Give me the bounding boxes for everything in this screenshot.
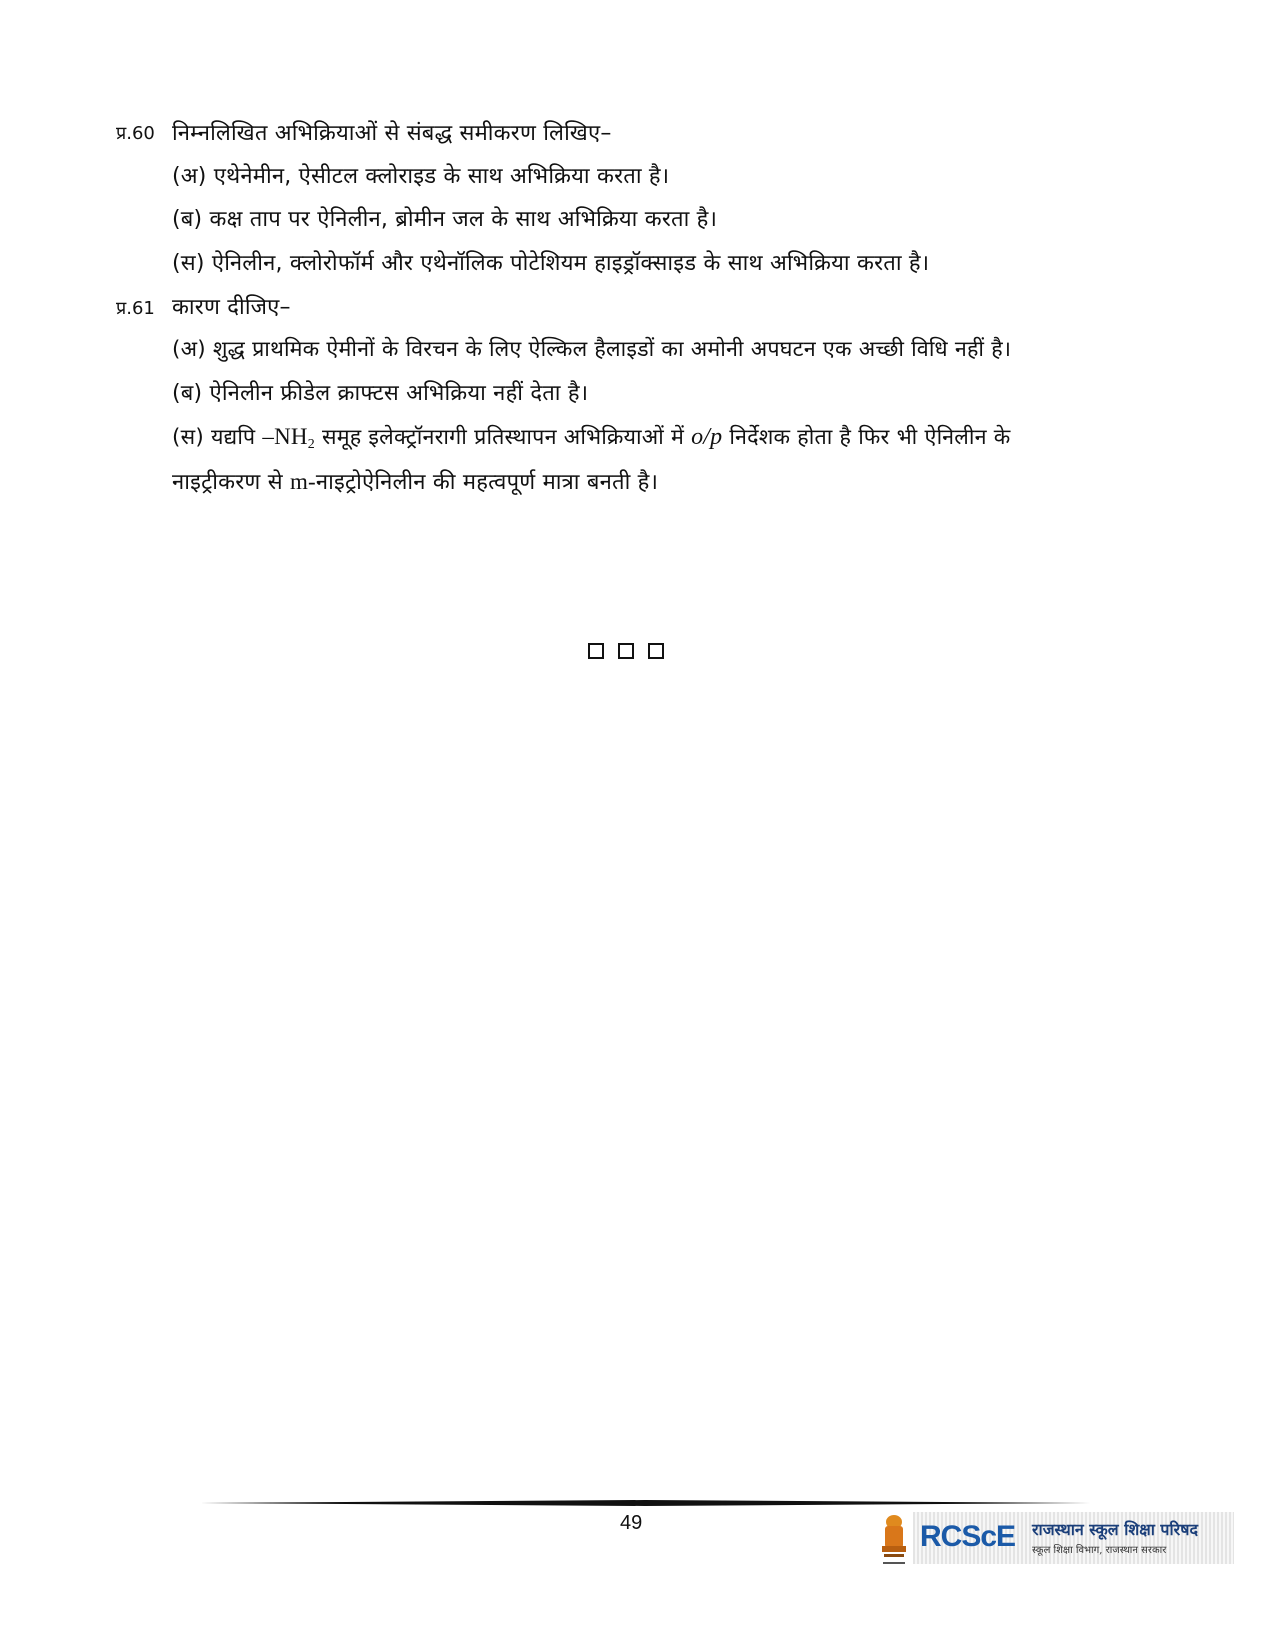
question-60-label: प्र.60	[116, 123, 155, 144]
question-61-label: प्र.61	[116, 298, 155, 319]
question-60-part-b: (ब) कक्ष ताप पर ऐनिलीन, ब्रोमीन जल के साथ अभिक्रिया करता है।	[172, 207, 718, 232]
part-c-suffix: निर्देशक होता है फिर भी ऐनिलीन के	[729, 425, 1011, 450]
question-61-part-c-line-2	[172, 466, 658, 496]
question-61-part-a: (अ) शुद्ध प्राथमिक ऐमीनों के विरचन के लिए ऐल्किल हैलाइडों का अमोनी अपघटन एक अच्छी विधि नहीं है।	[172, 337, 1012, 362]
page-number: 49	[620, 1512, 643, 1534]
question-61-part-c-line-1	[172, 422, 1011, 453]
question-61-part-b: (ब) ऐनिलीन फ्रीडेल क्राफ्टस अभिक्रिया नहीं देता है।	[172, 381, 589, 406]
part-c-line2-suffix: नाइट्रोऐनिलीन की महत्वपूर्ण मात्रा बनती है।	[315, 470, 659, 495]
question-60-part-a: (अ) एथेनेमीन, ऐसीटल क्लोराइड के साथ अभिक्रिया करता है।	[172, 164, 670, 189]
meta-term: m-	[289, 469, 316, 494]
nh2-group: –NH2	[262, 424, 315, 452]
question-60-text: निम्नलिखित अभिक्रियाओं से संबद्ध समीकरण लिखिए–	[172, 121, 612, 146]
square-icon	[588, 643, 604, 659]
part-c-line2-prefix: नाइट्रीकरण से	[172, 470, 283, 495]
footer-rule	[200, 1500, 1090, 1506]
square-icon	[618, 643, 634, 659]
logo-subtitle: स्कूल शिक्षा विभाग, राजस्थान सरकार	[1032, 1545, 1167, 1556]
national-emblem-icon	[876, 1512, 912, 1570]
part-c-mid: समूह इलेक्ट्रॉनरागी प्रतिस्थापन अभिक्रियाओं में	[321, 425, 685, 450]
square-icon	[648, 643, 664, 659]
section-end-marker	[588, 643, 664, 659]
logo-title: राजस्थान स्कूल शिक्षा परिषद	[1032, 1520, 1198, 1539]
question-60-part-c: (स) ऐनिलीन, क्लोरोफॉर्म और एथेनॉलिक पोटेशियम हाइड्रॉक्साइड के साथ अभिक्रिया करता है।	[172, 251, 930, 276]
op-term: o/p	[691, 424, 723, 450]
question-61-text: कारण दीजिए–	[172, 295, 291, 320]
rcsce-logo	[876, 1512, 1234, 1570]
logo-abbreviation: RCScE	[920, 1520, 1016, 1553]
nh2-subscript: 2	[307, 437, 315, 452]
part-c-prefix: (स) यद्यपि	[172, 425, 256, 450]
